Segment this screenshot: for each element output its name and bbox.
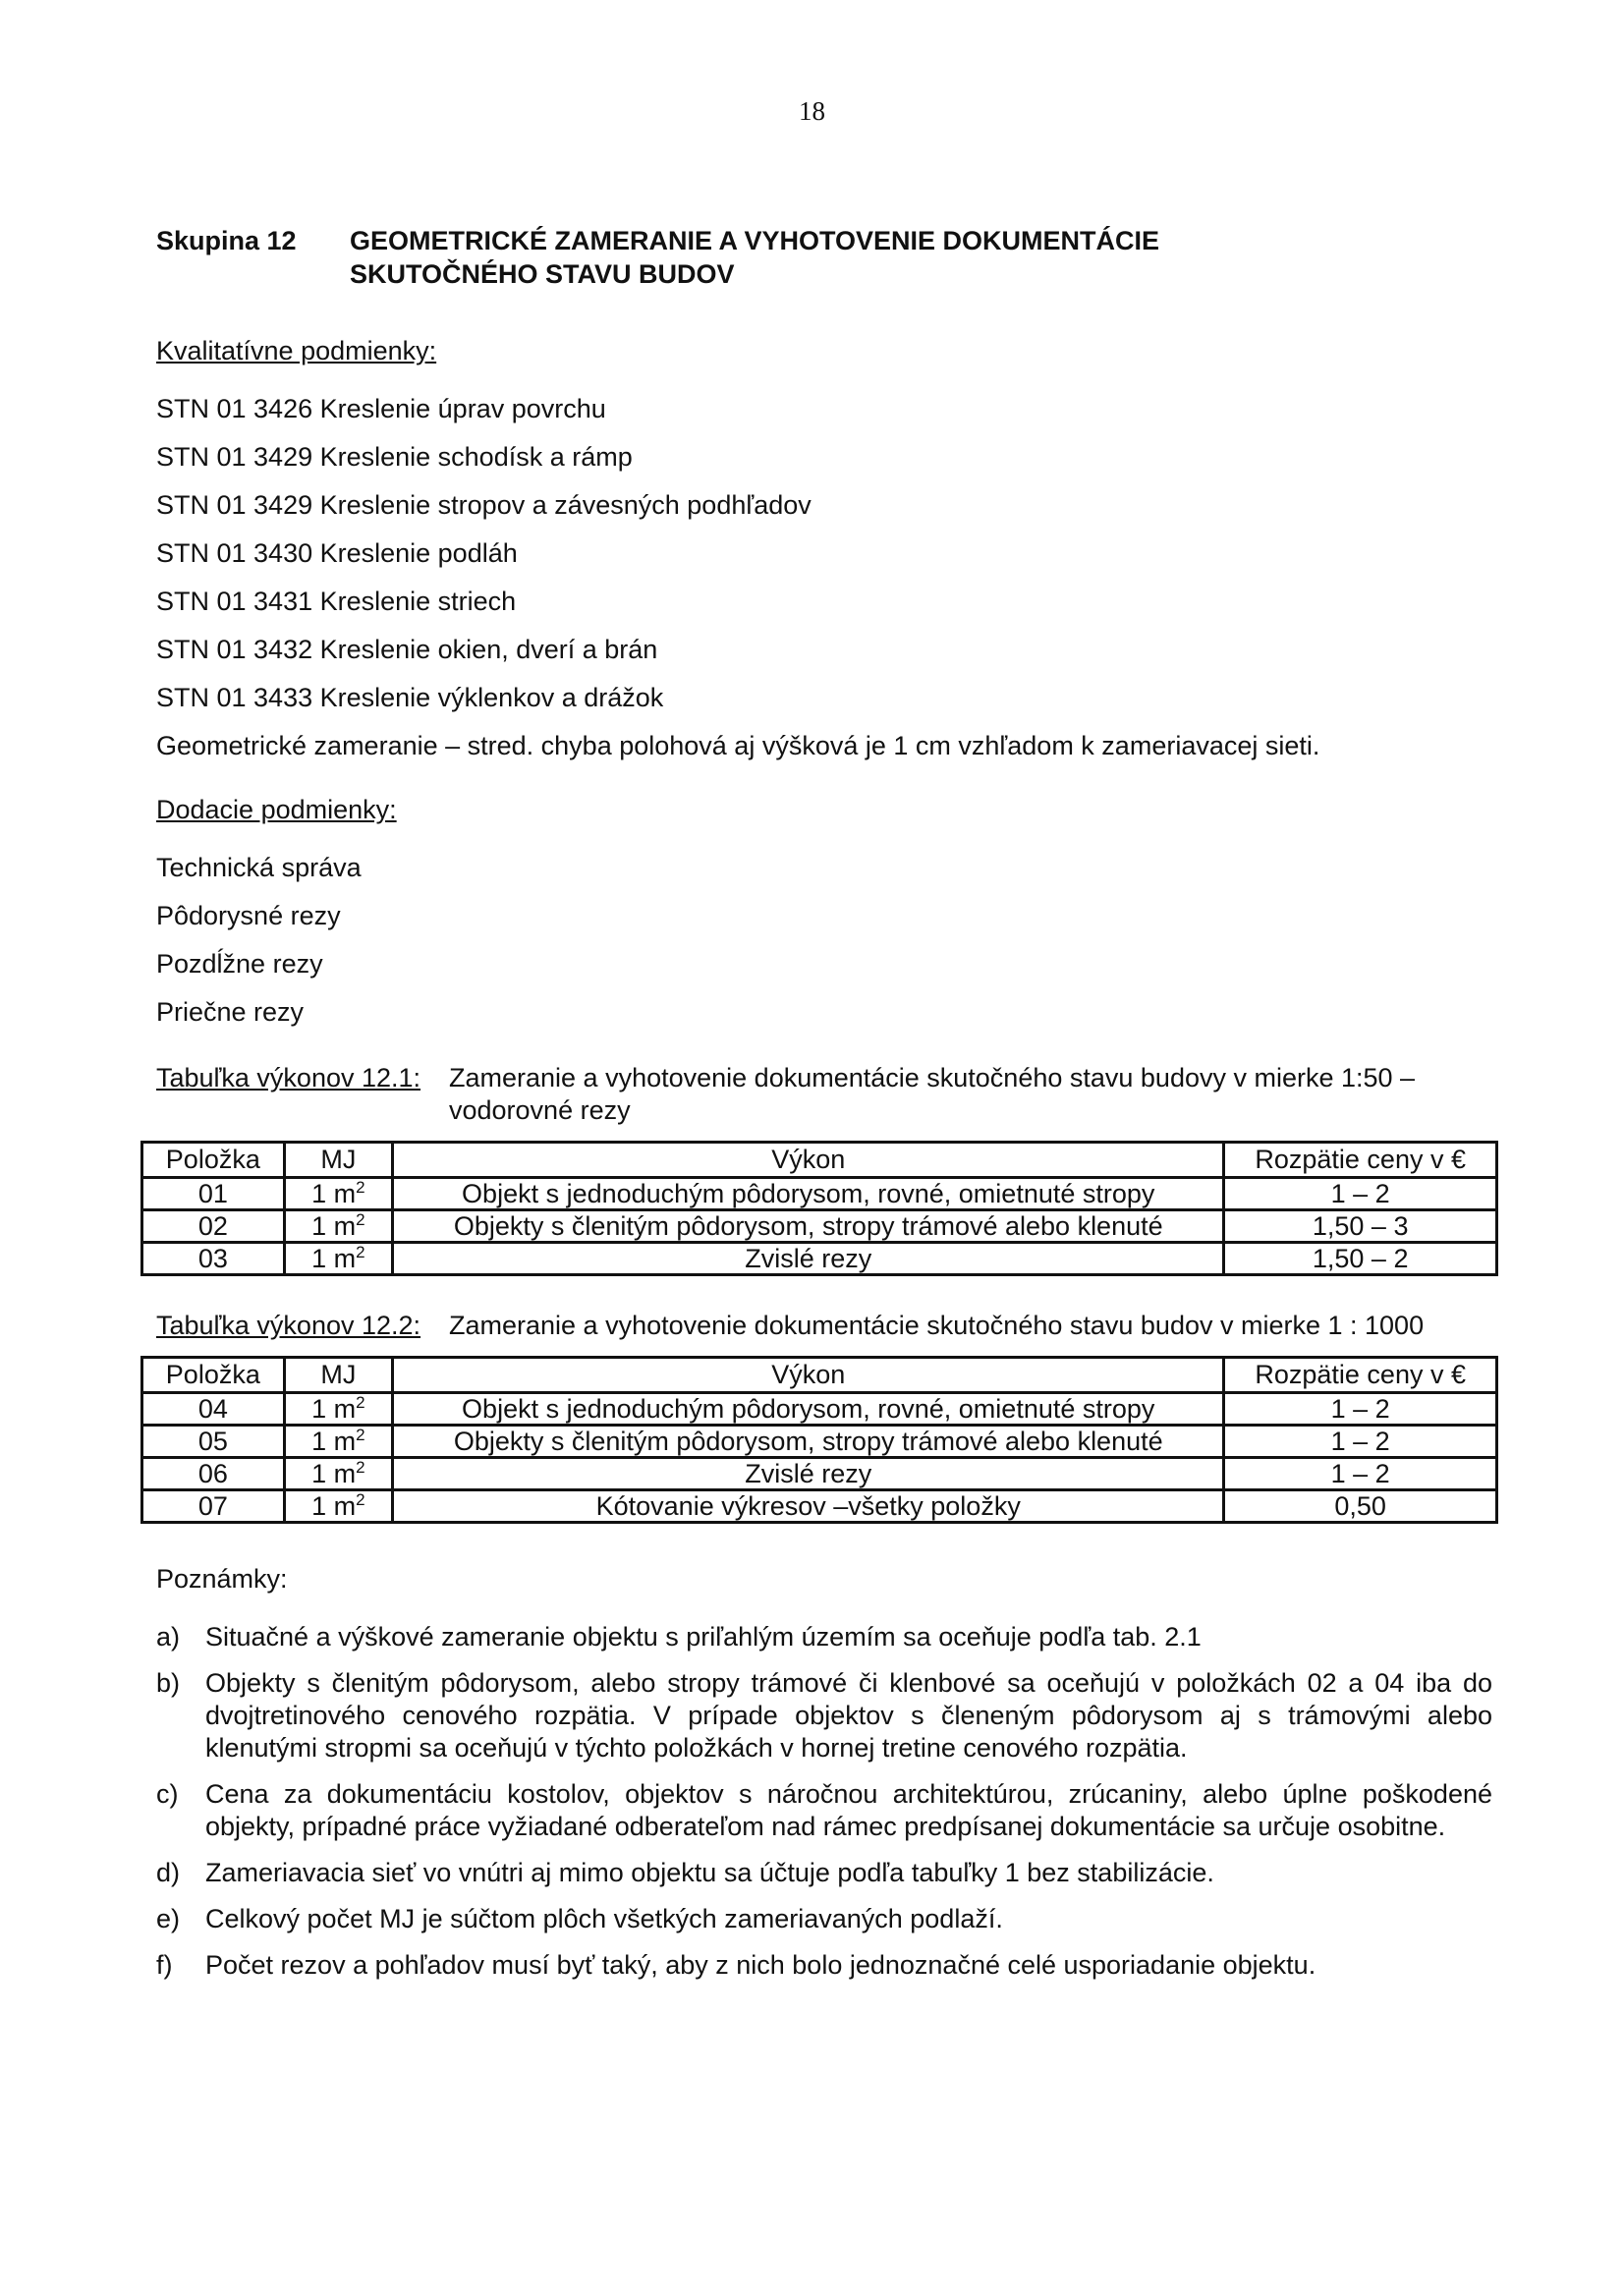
note-item — [156, 1857, 1492, 1889]
note-label: e) — [156, 1904, 181, 1933]
group-label: Skupina 12 — [156, 226, 297, 255]
header-vykon: Výkon — [393, 1358, 1224, 1393]
table-row — [142, 1393, 1497, 1426]
cell-polozka: 04 — [142, 1393, 285, 1426]
header-mj: MJ — [284, 1143, 392, 1178]
group-title-line: SKUTOČNÉHO STAVU BUDOV — [350, 259, 735, 289]
delivery-item: Technická správa — [156, 853, 362, 882]
delivery-heading: Dodacie podmienky: — [156, 795, 397, 824]
cell-polozka: 06 — [142, 1458, 285, 1490]
cell-cena: 1 – 2 — [1224, 1426, 1497, 1458]
page-number: 18 — [799, 96, 825, 126]
delivery-item: Pozdĺžne rezy — [156, 949, 323, 979]
delivery-item: Pôdorysné rezy — [156, 901, 341, 930]
cell-polozka: 03 — [142, 1243, 285, 1275]
cell-vykon: Objekty s členitým pôdorysom, stropy trámové alebo klenuté — [393, 1210, 1224, 1243]
note-text: Objekty s členitým pôdorysom, alebo stropy trámové či klenbové sa oceňujú v položkách 02 a 04 iba do dvojtretinového cenového rozpätia. V prípade objektov s členeným pôdorysom aj s trámovými alebo klenutými stropmi sa oceňujú v týchto položkách v hornej tretine cenového rozpätia. — [205, 1668, 1492, 1763]
cell-polozka: 05 — [142, 1426, 285, 1458]
table-row — [142, 1490, 1497, 1523]
cell-polozka: 07 — [142, 1490, 285, 1523]
quality-item: STN 01 3429 Kreslenie stropov a závesných podhľadov — [156, 490, 812, 520]
table-row — [142, 1210, 1497, 1243]
table-row — [142, 1458, 1497, 1490]
cell-cena: 1 – 2 — [1224, 1178, 1497, 1210]
table-row — [142, 1426, 1497, 1458]
table-header-row — [142, 1143, 1497, 1178]
cell-cena: 1 – 2 — [1224, 1393, 1497, 1426]
cell-polozka: 01 — [142, 1178, 285, 1210]
group-header — [156, 224, 1492, 291]
cell-vykon: Objekty s členitým pôdorysom, stropy trámové alebo klenuté — [393, 1426, 1224, 1458]
cell-mj: 1 $m^2$ — [284, 1210, 392, 1243]
cell-mj: 1 $m^2$ — [284, 1243, 392, 1275]
header-polozka: Položka — [142, 1143, 285, 1178]
table1-caption — [156, 1062, 1492, 1127]
table1 — [140, 1141, 1498, 1276]
table-row — [142, 1178, 1497, 1210]
quality-item: STN 01 3433 Kreslenie výklenkov a drážok — [156, 683, 664, 712]
table2 — [140, 1356, 1498, 1524]
notes-list — [156, 1621, 1492, 1982]
table-row — [142, 1243, 1497, 1275]
delivery-item: Priečne rezy — [156, 997, 305, 1027]
notes-heading: Poznámky: — [156, 1564, 288, 1594]
note-label: f) — [156, 1950, 173, 1980]
quality-item: STN 01 3430 Kreslenie podláh — [156, 538, 518, 568]
cell-vykon: Zvislé rezy — [393, 1243, 1224, 1275]
quality-item: STN 01 3429 Kreslenie schodísk a rámp — [156, 442, 633, 472]
cell-cena: 1,50 – 2 — [1224, 1243, 1497, 1275]
header-polozka: Položka — [142, 1358, 285, 1393]
note-label: d) — [156, 1858, 181, 1887]
note-label: c) — [156, 1779, 179, 1809]
quality-item: Geometrické zameranie – stred. chyba polohová aj výšková je 1 cm vzhľadom k zameriavacej sieti. — [156, 731, 1320, 760]
note-item — [156, 1667, 1492, 1764]
cell-vykon: Zvislé rezy — [393, 1458, 1224, 1490]
table2-caption-text: Zameranie a vyhotovenie dokumentácie skutočného stavu budov v mierke 1 : 1000 — [449, 1311, 1425, 1340]
note-item — [156, 1621, 1492, 1653]
cell-vykon: Kótovanie výkresov –všetky položky — [393, 1490, 1224, 1523]
note-label: b) — [156, 1668, 181, 1698]
note-text: Celkový počet MJ je súčtom plôch všetkých zameriavaných podlaží. — [205, 1904, 1003, 1933]
cell-cena: 1 – 2 — [1224, 1458, 1497, 1490]
group-title-line: GEOMETRICKÉ ZAMERANIE A VYHOTOVENIE DOKUMENTÁCIE — [350, 226, 1160, 255]
table2-caption-label: Tabuľka výkonov 12.2: — [156, 1311, 421, 1340]
table2-caption — [156, 1310, 1492, 1342]
table1-caption-label: Tabuľka výkonov 12.1: — [156, 1063, 421, 1092]
header-mj: MJ — [284, 1358, 392, 1393]
cell-polozka: 02 — [142, 1210, 285, 1243]
cell-vykon: Objekt s jednoduchým pôdorysom, rovné, omietnuté stropy — [393, 1178, 1224, 1210]
cell-mj: 1 $m^2$ — [284, 1458, 392, 1490]
cell-mj: 1 $m^2$ — [284, 1426, 392, 1458]
cell-cena: 0,50 — [1224, 1490, 1497, 1523]
group-title — [350, 224, 1332, 291]
note-text: Situačné a výškové zameranie objektu s priľahlým územím sa oceňuje podľa tab. 2.1 — [205, 1622, 1202, 1652]
cell-vykon: Objekt s jednoduchým pôdorysom, rovné, omietnuté stropy — [393, 1393, 1224, 1426]
cell-mj: 1 $m^2$ — [284, 1393, 392, 1426]
note-item — [156, 1903, 1492, 1935]
quality-list — [156, 393, 1492, 762]
note-text: Cena za dokumentáciu kostolov, objektov s náročnou architektúrou, zrúcaniny, alebo úplne poškodené objekty, prípadné práce vyžiadané odberateľom nad rámec predpísanej dokumentácie sa určuje osobitne. — [205, 1779, 1492, 1841]
header-rozpatie: Rozpätie ceny v € — [1224, 1143, 1497, 1178]
note-text: Zameriavacia sieť vo vnútri aj mimo objektu sa účtuje podľa tabuľky 1 bez stabilizácie. — [205, 1858, 1214, 1887]
quality-item: STN 01 3431 Kreslenie striech — [156, 587, 517, 616]
quality-item: STN 01 3432 Kreslenie okien, dverí a brán — [156, 635, 658, 664]
note-text: Počet rezov a pohľadov musí byť taký, aby z nich bolo jednoznačné celé usporiadanie objektu. — [205, 1950, 1316, 1980]
note-item — [156, 1949, 1492, 1982]
note-item — [156, 1778, 1492, 1843]
quality-heading: Kvalitatívne podmienky: — [156, 336, 437, 365]
cell-mj: 1 $m^2$ — [284, 1178, 392, 1210]
document-content — [156, 224, 1492, 1995]
delivery-list — [156, 852, 1492, 1029]
header-vykon: Výkon — [393, 1143, 1224, 1178]
header-rozpatie: Rozpätie ceny v € — [1224, 1358, 1497, 1393]
note-label: a) — [156, 1622, 181, 1652]
table-header-row — [142, 1358, 1497, 1393]
quality-item: STN 01 3426 Kreslenie úprav povrchu — [156, 394, 606, 423]
cell-cena: 1,50 – 3 — [1224, 1210, 1497, 1243]
table1-caption-text: Zameranie a vyhotovenie dokumentácie skutočného stavu budovy v mierke 1:50 – vodorovné rezy — [449, 1063, 1416, 1125]
cell-mj: 1 $m^2$ — [284, 1490, 392, 1523]
